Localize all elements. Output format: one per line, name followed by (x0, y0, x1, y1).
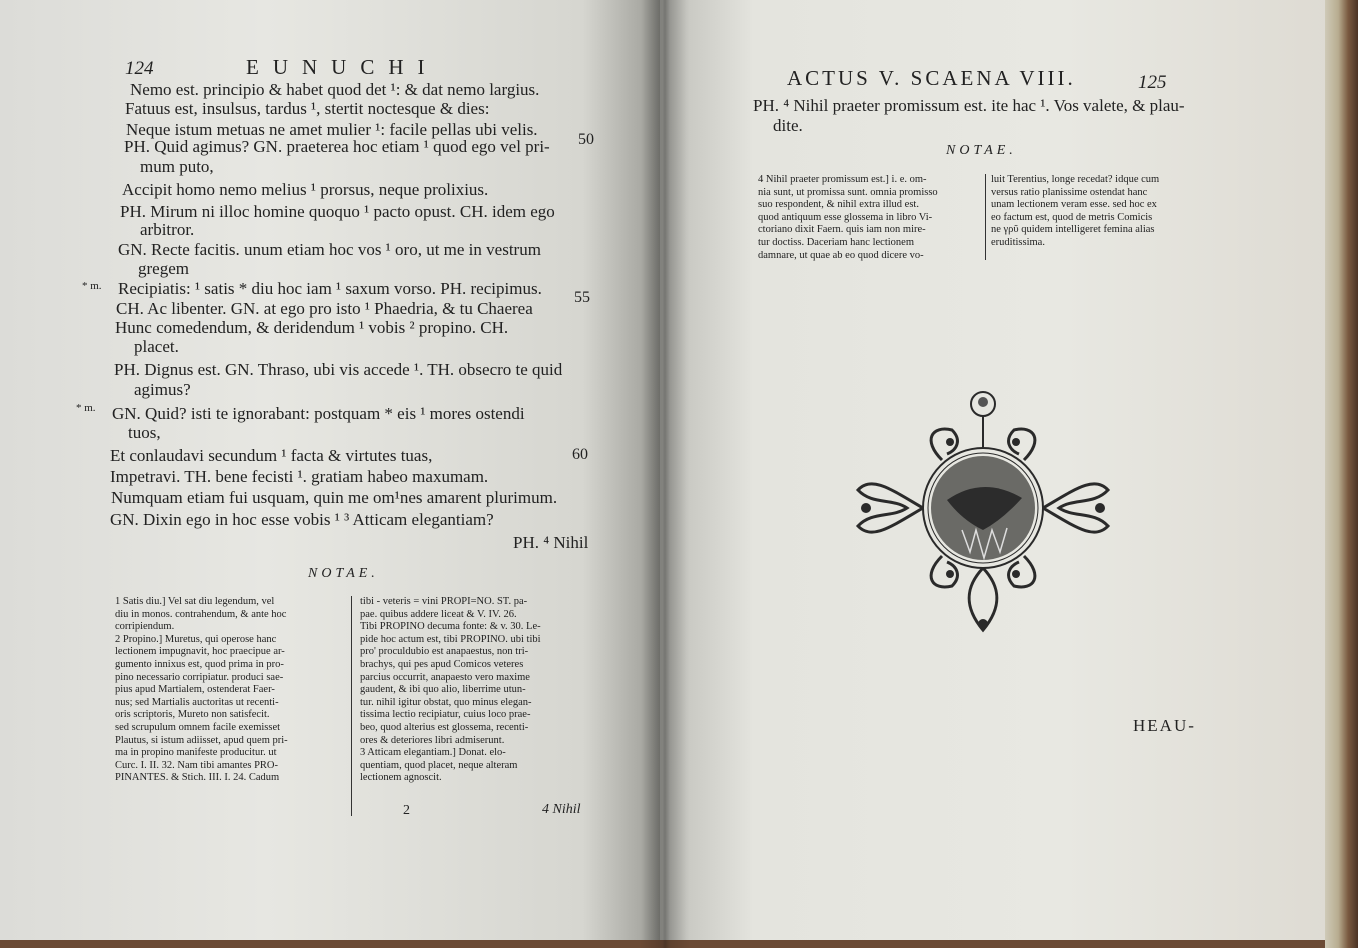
verse-line: Hunc comedendum, & deridendum ¹ vobis ² propino. CH. (115, 318, 509, 337)
verse-line: Impetravi. TH. bene fecisti ¹. gratiam habeo maxumam. (110, 467, 489, 486)
note-line: corripiendum. (115, 621, 175, 633)
ornament-tailpiece-icon (852, 380, 1114, 636)
note-line: oris scriptoris, Mureto non satisfecit. (115, 709, 270, 721)
verse-line: mum puto, (140, 157, 214, 176)
column-rule (351, 596, 352, 816)
note-line: pae. quibus addere liceat & V. IV. 26. (360, 608, 517, 620)
verse-line: Et conlaudavi secundum ¹ facta & virtutes tuas, (110, 446, 433, 465)
notes-column-2-left (360, 596, 541, 785)
note-line: eo factum est, quod de metris Comicis (991, 211, 1153, 223)
note-line: gaudent, & ibi quo alio, liberrime utun- (360, 684, 526, 696)
note-line: 4 Nihil praeter promissum est.] i. e. om- (758, 174, 927, 185)
note-line: beo, quod alterius est glossema, recenti- (360, 721, 529, 733)
note-line: 3 Atticam elegantiam.] Donat. elo- (360, 747, 506, 759)
verse-line: PH. Mirum ni illoc homine quoquo ¹ pacto opust. CH. idem ego (120, 202, 555, 221)
signature-mark: 2 (403, 803, 410, 818)
verse-line: Nemo est. principio & habet quod det ¹: & dat nemo largius. (130, 80, 540, 99)
note-line: quod antiquum esse glossema in libro Vi- (758, 211, 933, 223)
note-line: pius apud Martialem, ostenderat Faer- (115, 684, 275, 696)
catchword-right: HEAU- (1133, 716, 1196, 735)
verse-line: Accipit homo nemo melius ¹ prorsus, neque prolixius. (122, 180, 489, 199)
left-page (0, 0, 662, 940)
notae-heading-left: NOTAE. (308, 566, 379, 581)
notes-column-1-right (758, 174, 938, 262)
verse-line: PH. Quid agimus? GN. praeterea hoc etiam ¹ quod ego vel pri- (124, 137, 550, 156)
column-rule (985, 174, 986, 260)
note-line: 2 Propino.] Muretus, qui operose hanc (115, 633, 277, 645)
verse-line: Neque istum metuas ne amet mulier ¹: facile pellas ubi velis. (126, 120, 538, 139)
margin-mark: * m. (76, 402, 96, 414)
note-line: PINANTES. & Stich. III. I. 24. Cadum (115, 772, 280, 784)
notes-column-2-right (991, 174, 1159, 250)
verse-line: gregem (138, 259, 189, 278)
page-edges (1325, 0, 1358, 948)
book-gutter (640, 0, 690, 948)
note-line: nia sunt, ut promissa sunt. omnia promisso (758, 186, 938, 198)
verse-line: GN. Quid? isti te ignorabant: postquam * eis ¹ mores ostendi (112, 404, 525, 423)
verse-line: GN. Recte facitis. unum etiam hoc vos ¹ oro, ut me in vestrum (118, 240, 541, 259)
note-line: ores & deteriores libri admiserunt. (360, 734, 505, 746)
verse-line: PH. ⁴ Nihil praeter promissum est. ite hac ¹. Vos valete, & plau- (753, 96, 1185, 115)
margin-mark: * m. (82, 280, 102, 292)
note-line: pro' proculdubio est anapaestus, non tri- (360, 646, 529, 658)
note-line: pino necessario corripiatur. produci saе- (115, 671, 284, 683)
note-line: tissima lectio recipiatur, cuius loco prae- (360, 709, 531, 721)
note-line: gumento innixus est, quod prima in pro- (115, 658, 284, 670)
note-line: Plautus, si istum adiisset, apud quem pri- (115, 734, 288, 746)
verse-line: tuos, (128, 423, 161, 442)
note-line: ctoriano dixit Faern. quis iam non mire- (758, 224, 926, 236)
note-line: sed scrupulum omnem facile exemisset (115, 721, 281, 733)
verse-line: placet. (134, 337, 179, 356)
page-number-left: 124 (125, 58, 154, 79)
note-line: lectionem impugnavit, hoc praecipue ar- (115, 646, 285, 658)
verse-line: Numquam etiam fui usquam, quin me om¹nes amarent plurimum. (111, 488, 558, 507)
running-head-left: EUNUCHI (246, 55, 439, 79)
note-line: parcius occurrit, anapaesto vero maxime (360, 671, 530, 683)
note-line: ne γρῦ quidem intelligeret femina alias (991, 224, 1155, 236)
note-line: 1 Satis diu.] Vel sat diu legendum, vel (115, 596, 275, 607)
note-line: tur. nihil igitur obstat, quo minus elegan- (360, 696, 532, 708)
note-line: nus; sed Martialis auctoritas ut recenti- (115, 696, 279, 708)
note-line: Curc. I. II. 32. Nam tibi amantes PRO- (115, 759, 279, 771)
line-number: 60 (572, 446, 588, 463)
verse-line: GN. Dixin ego in hoc esse vobis ¹ ³ Atticam elegantiam? (110, 510, 494, 529)
notes-column-1-left (115, 596, 288, 785)
line-number: 55 (574, 289, 590, 306)
verse-line: CH. Ac libenter. GN. at ego pro isto ¹ Phaedria, & tu Chaerea (116, 299, 533, 318)
note-line: ma in propino manifeste producitur. ut (115, 747, 277, 759)
verse-line: arbitror. (140, 220, 195, 239)
note-line: pide hoc actum est, tibi PROPINO. ubi tibi (360, 633, 541, 645)
note-line: luit Terentius, longe recedat? idque cum (991, 174, 1160, 185)
line-number: 50 (578, 131, 594, 148)
catchword-left: 4 Nihil (542, 802, 581, 817)
verse-line: PH. ⁴ Nihil (513, 533, 589, 552)
verse-line: agimus? (134, 380, 191, 399)
note-line: Tibi PROPINO decuma fonte: & v. 30. Le- (360, 621, 541, 633)
notae-heading-right: NOTAE. (946, 143, 1017, 158)
page-number-right: 125 (1138, 72, 1167, 93)
note-line: lectionem agnoscit. (360, 772, 442, 784)
note-line: suo respondent, & nihil extra illud est. (758, 199, 919, 211)
running-head-right: ACTUS V. SCAENA VIII. (787, 66, 1076, 90)
note-line: tibi - veteris = vini PROPI=NO. ST. pa- (360, 596, 528, 607)
note-line: tur doctiss. Daceriam hanc lectionem (758, 236, 914, 248)
note-line: diu in monos. contrahendum, & ante hoc (115, 608, 287, 620)
verse-line: Recipiatis: ¹ satis * diu hoc iam ¹ saxum vorso. PH. recipimus. (118, 279, 542, 298)
verse-line: Fatuus est, insulsus, tardus ¹, stertit noctesque & dies: (125, 99, 490, 118)
note-line: brachys, qui pes apud Comicos veteres (360, 658, 524, 670)
note-line: unam lectionem veram esse. sed hoc ex (991, 199, 1157, 211)
verse-line: dite. (773, 116, 803, 135)
note-line: damnare, ut quae ab eo quod dicere vo- (758, 249, 924, 261)
note-line: versus ratio planissime ostendat hanc (991, 186, 1148, 198)
note-line: quentiam, quod placet, neque alteram (360, 759, 518, 771)
note-line: eruditissima. (991, 236, 1045, 248)
verse-line: PH. Dignus est. GN. Thraso, ubi vis accede ¹. TH. obsecro te quid (114, 360, 563, 379)
